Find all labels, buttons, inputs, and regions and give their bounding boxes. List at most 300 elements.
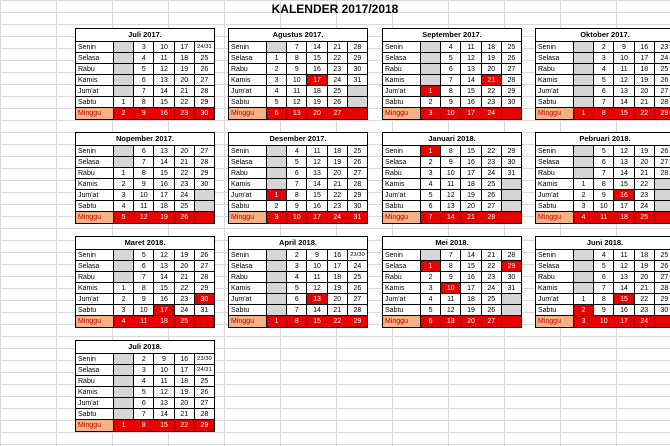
date-cell: 5 xyxy=(134,250,154,260)
date-cell: 7 xyxy=(594,97,614,107)
date-cell: 3 xyxy=(267,75,287,85)
date-cell xyxy=(267,157,287,167)
date-cell: 1 xyxy=(421,146,441,156)
date-cell: 11 xyxy=(441,179,461,189)
week-day-row xyxy=(536,201,670,212)
date-cell: 21 xyxy=(175,86,195,96)
date-cell: 18 xyxy=(482,42,502,52)
week-day-row xyxy=(76,179,214,190)
date-cell: 22 xyxy=(482,86,502,96)
date-cell: 14 xyxy=(307,42,327,52)
date-cell: 17 xyxy=(307,212,327,223)
week-day-row xyxy=(383,212,521,223)
day-label: Rabu xyxy=(76,272,114,282)
date-cell xyxy=(655,316,670,327)
date-cell: 21 xyxy=(461,212,481,223)
date-cell: 9 xyxy=(134,179,154,189)
date-cell: 16 xyxy=(154,179,174,189)
date-cell: 19 xyxy=(461,305,481,315)
date-cell: 11 xyxy=(614,64,634,74)
date-cell: 4 xyxy=(287,146,307,156)
date-cell: 20 xyxy=(175,75,195,85)
date-cell: 13 xyxy=(154,261,174,271)
date-cell xyxy=(574,168,594,178)
date-cell: 4 xyxy=(114,316,134,327)
date-cell: 8 xyxy=(441,86,461,96)
date-cell: 6 xyxy=(134,75,154,85)
date-cell: 29 xyxy=(507,88,516,95)
week-day-row xyxy=(76,409,214,420)
date-cell: 25 xyxy=(353,274,362,281)
date-cell: 2 xyxy=(114,294,134,304)
week-day-row xyxy=(536,75,670,86)
date-cell: 26 xyxy=(660,77,669,84)
date-cell xyxy=(655,190,670,200)
date-cell: 28 xyxy=(200,88,209,95)
date-cell: 30 xyxy=(507,99,516,106)
week-day-row xyxy=(76,97,214,108)
day-label: Rabu xyxy=(383,272,421,282)
date-cell xyxy=(114,376,134,386)
date-cell: 27 xyxy=(660,88,669,95)
date-cell xyxy=(267,179,287,189)
date-cell: 19 xyxy=(328,157,348,167)
date-cell xyxy=(502,316,521,327)
date-cell: 27 xyxy=(200,148,209,155)
month-title: September 2017. xyxy=(383,29,521,42)
date-cell: 12 xyxy=(287,97,307,107)
date-cell: 17 xyxy=(307,75,327,85)
week-day-row xyxy=(229,168,367,179)
date-cell: 24 xyxy=(482,168,502,178)
day-label: Sabtu xyxy=(76,305,114,315)
date-cell: 21 xyxy=(635,283,655,293)
date-cell: 6 xyxy=(594,86,614,96)
date-cell: 27 xyxy=(200,400,209,407)
date-cell xyxy=(502,212,521,223)
month-title: Nopember 2017. xyxy=(76,133,214,146)
day-label: Senin xyxy=(229,146,267,156)
date-cell: 22 xyxy=(328,53,348,63)
date-cell xyxy=(267,168,287,178)
day-label: Minggu xyxy=(76,316,114,327)
date-cell: 22 xyxy=(328,190,348,200)
week-day-row xyxy=(383,42,521,53)
date-cell: 28 xyxy=(482,212,502,223)
date-cell: 27 xyxy=(507,66,516,73)
day-label: Jum'at xyxy=(229,294,267,304)
date-cell: 5 xyxy=(134,64,154,74)
date-cell: 4 xyxy=(594,64,614,74)
date-cell: 29 xyxy=(660,110,669,117)
date-cell: 25 xyxy=(660,66,669,73)
week-day-row xyxy=(76,75,214,86)
week-day-row xyxy=(383,146,521,157)
date-cell: 11 xyxy=(134,201,154,211)
day-label: Minggu xyxy=(229,108,267,119)
date-cell: 15 xyxy=(154,283,174,293)
date-cell: 12 xyxy=(154,387,174,397)
day-label: Selasa xyxy=(76,261,114,271)
date-cell: 6 xyxy=(421,316,441,327)
date-cell: 24 xyxy=(635,316,655,327)
date-cell: 20 xyxy=(328,168,348,178)
date-cell: 5 xyxy=(267,97,287,107)
day-label: Selasa xyxy=(229,53,267,63)
week-day-row xyxy=(383,250,521,261)
date-cell: 12 xyxy=(154,64,174,74)
week-day-row xyxy=(229,86,367,97)
day-label: Minggu xyxy=(383,316,421,327)
week-day-row xyxy=(536,294,670,305)
date-cell xyxy=(114,409,134,419)
date-cell xyxy=(502,305,521,315)
week-day-row xyxy=(229,250,367,261)
date-cell: 9 xyxy=(287,201,307,211)
date-cell: 18 xyxy=(635,64,655,74)
month-calendar xyxy=(75,132,215,224)
week-day-row xyxy=(383,283,521,294)
date-cell xyxy=(574,250,594,260)
date-cell xyxy=(574,86,594,96)
week-day-row xyxy=(76,316,214,327)
week-day-row xyxy=(229,108,367,119)
month-title: Juni 2018. xyxy=(536,237,670,250)
date-cell: 30 xyxy=(507,274,516,281)
date-cell: 17 xyxy=(328,261,348,271)
month-title: Maret 2018. xyxy=(76,237,214,250)
date-cell: 13 xyxy=(154,146,174,156)
date-cell: 22 xyxy=(175,97,195,107)
date-cell: 1 xyxy=(267,190,287,200)
date-cell: 14 xyxy=(307,179,327,189)
day-label: Jum'at xyxy=(76,398,114,408)
date-cell: 18 xyxy=(154,201,174,211)
date-cell: 25 xyxy=(328,86,348,96)
date-cell: 1 xyxy=(114,168,134,178)
week-day-row xyxy=(383,86,521,97)
week-day-row xyxy=(383,157,521,168)
day-label: Minggu xyxy=(76,108,114,119)
month-calendar xyxy=(75,236,215,328)
date-cell xyxy=(267,272,287,282)
date-cell xyxy=(267,250,287,260)
date-cell: 1 xyxy=(114,97,134,107)
date-cell: 6 xyxy=(134,146,154,156)
week-day-row xyxy=(536,157,670,168)
date-cell: 25 xyxy=(353,148,362,155)
date-cell: 1 xyxy=(421,86,441,96)
date-cell: 11 xyxy=(307,272,327,282)
month-title: April 2018. xyxy=(229,237,367,250)
date-cell: 24/31 xyxy=(197,367,212,373)
date-cell xyxy=(114,86,134,96)
day-label: Minggu xyxy=(383,212,421,223)
date-cell: 9 xyxy=(441,272,461,282)
date-cell: 8 xyxy=(134,97,154,107)
week-day-row xyxy=(76,376,214,387)
month-title: Januari 2018. xyxy=(383,133,521,146)
date-cell: 4 xyxy=(421,294,441,304)
date-cell: 27 xyxy=(200,263,209,270)
day-label: Senin xyxy=(76,250,114,260)
date-cell xyxy=(114,42,134,52)
date-cell: 30 xyxy=(353,66,362,73)
date-cell: 30 xyxy=(200,181,209,188)
date-cell: 9 xyxy=(594,190,614,200)
date-cell: 8 xyxy=(441,261,461,271)
date-cell: 1 xyxy=(574,179,594,189)
date-cell: 12 xyxy=(154,250,174,260)
date-cell: 20 xyxy=(635,86,655,96)
date-cell: 3 xyxy=(134,42,154,52)
date-cell: 16 xyxy=(154,294,174,304)
date-cell: 3 xyxy=(574,201,594,211)
date-cell: 25 xyxy=(175,201,195,211)
date-cell: 17 xyxy=(635,53,655,63)
date-cell: 29 xyxy=(660,296,669,303)
date-cell: 14 xyxy=(154,409,174,419)
date-cell: 24 xyxy=(635,201,655,211)
date-cell: 28 xyxy=(353,307,362,314)
day-label: Rabu xyxy=(229,168,267,178)
date-cell xyxy=(574,64,594,74)
date-cell: 27 xyxy=(482,316,502,327)
date-cell: 10 xyxy=(441,168,461,178)
date-cell: 17 xyxy=(461,283,481,293)
week-day-row xyxy=(383,261,521,272)
date-cell: 10 xyxy=(287,75,307,85)
date-cell: 6 xyxy=(267,108,287,119)
date-cell: 22 xyxy=(482,261,502,271)
date-cell: 13 xyxy=(307,294,327,304)
date-cell: 22 xyxy=(175,168,195,178)
day-label: Senin xyxy=(383,250,421,260)
week-day-row xyxy=(536,272,670,283)
date-cell: 8 xyxy=(134,420,154,431)
date-cell xyxy=(502,108,521,119)
day-label: Senin xyxy=(383,146,421,156)
date-cell: 18 xyxy=(175,376,195,386)
date-cell: 26 xyxy=(200,66,209,73)
date-cell: 22 xyxy=(482,146,502,156)
date-cell: 11 xyxy=(134,316,154,327)
month-calendar xyxy=(228,132,368,224)
week-day-row xyxy=(229,272,367,283)
date-cell: 23 xyxy=(175,294,195,304)
week-day-row xyxy=(229,42,367,53)
week-day-row xyxy=(76,168,214,179)
date-cell xyxy=(114,354,134,364)
date-cell xyxy=(348,86,367,96)
week-day-row xyxy=(76,157,214,168)
date-cell: 5 xyxy=(421,190,441,200)
date-cell xyxy=(502,294,521,304)
day-label: Sabtu xyxy=(229,305,267,315)
date-cell: 19 xyxy=(175,64,195,74)
date-cell: 16 xyxy=(614,305,634,315)
date-cell: 8 xyxy=(287,190,307,200)
day-label: Jum'at xyxy=(536,86,574,96)
week-day-row xyxy=(383,179,521,190)
date-cell: 17 xyxy=(175,365,195,375)
week-day-row xyxy=(536,42,670,53)
date-cell: 17 xyxy=(154,190,174,200)
week-day-row xyxy=(536,250,670,261)
week-day-row xyxy=(76,108,214,119)
date-cell: 4 xyxy=(114,201,134,211)
day-label: Sabtu xyxy=(536,201,574,211)
week-day-row xyxy=(536,316,670,327)
date-cell: 13 xyxy=(287,108,307,119)
date-cell: 5 xyxy=(287,157,307,167)
week-day-row xyxy=(229,261,367,272)
date-cell: 29 xyxy=(353,55,362,62)
date-cell: 29 xyxy=(200,170,209,177)
date-cell: 7 xyxy=(421,212,441,223)
week-day-row xyxy=(229,294,367,305)
day-label: Sabtu xyxy=(536,305,574,315)
date-cell: 24 xyxy=(482,108,502,119)
date-cell: 25 xyxy=(200,378,209,385)
day-label: Senin xyxy=(536,146,574,156)
day-label: Rabu xyxy=(383,64,421,74)
week-day-row xyxy=(76,398,214,409)
date-cell: 4 xyxy=(441,42,461,52)
day-label: Selasa xyxy=(76,365,114,375)
week-day-row xyxy=(76,420,214,431)
date-cell: 2 xyxy=(574,305,594,315)
date-cell: 29 xyxy=(353,318,362,325)
date-cell: 19 xyxy=(328,283,348,293)
date-cell: 27 xyxy=(353,296,362,303)
date-cell xyxy=(114,157,134,167)
date-cell: 4 xyxy=(287,272,307,282)
date-cell: 6 xyxy=(134,398,154,408)
week-day-row xyxy=(76,250,214,261)
date-cell: 13 xyxy=(461,64,481,74)
date-cell: 1 xyxy=(114,420,134,431)
date-cell: 19 xyxy=(635,146,655,156)
week-day-row xyxy=(536,108,670,119)
date-cell: 28 xyxy=(353,44,362,51)
date-cell: 19 xyxy=(635,261,655,271)
week-day-row xyxy=(76,53,214,64)
week-day-row xyxy=(383,272,521,283)
date-cell: 21 xyxy=(175,157,195,167)
date-cell: 28 xyxy=(660,285,669,292)
date-cell: 10 xyxy=(287,212,307,223)
date-cell xyxy=(267,305,287,315)
date-cell: 11 xyxy=(461,42,481,52)
date-cell: 7 xyxy=(134,409,154,419)
week-day-row xyxy=(76,387,214,398)
week-day-row xyxy=(229,146,367,157)
day-label: Sabtu xyxy=(536,97,574,107)
date-cell: 9 xyxy=(614,42,634,52)
date-cell: 4 xyxy=(574,212,594,223)
week-day-row xyxy=(76,272,214,283)
month-calendar xyxy=(382,28,522,120)
week-day-row xyxy=(536,168,670,179)
date-cell xyxy=(655,179,670,189)
date-cell: 7 xyxy=(134,86,154,96)
day-label: Jum'at xyxy=(383,86,421,96)
date-cell xyxy=(267,294,287,304)
date-cell: 13 xyxy=(154,398,174,408)
date-cell: 23 xyxy=(660,44,669,51)
day-label: Senin xyxy=(76,146,114,156)
day-label: Sabtu xyxy=(383,305,421,315)
date-cell: 28 xyxy=(353,181,362,188)
day-label: Minggu xyxy=(229,212,267,223)
date-cell: 7 xyxy=(594,283,614,293)
week-day-row xyxy=(76,86,214,97)
date-cell xyxy=(574,272,594,282)
date-cell: 6 xyxy=(594,272,614,282)
date-cell: 21 xyxy=(635,97,655,107)
day-label: Senin xyxy=(383,42,421,52)
week-day-row xyxy=(229,179,367,190)
week-day-row xyxy=(536,261,670,272)
date-cell: 10 xyxy=(134,190,154,200)
date-cell xyxy=(348,97,367,107)
month-calendar xyxy=(75,340,215,432)
date-cell: 2 xyxy=(114,179,134,189)
date-cell: 13 xyxy=(614,86,634,96)
date-cell: 24 xyxy=(660,55,669,62)
date-cell: 1 xyxy=(421,261,441,271)
date-cell xyxy=(574,261,594,271)
date-cell: 21 xyxy=(482,75,502,85)
date-cell: 10 xyxy=(594,316,614,327)
date-cell xyxy=(421,250,441,260)
date-cell: 15 xyxy=(307,316,327,327)
date-cell: 2 xyxy=(574,190,594,200)
week-day-row xyxy=(229,75,367,86)
date-cell: 6 xyxy=(287,294,307,304)
date-cell: 23 xyxy=(635,305,655,315)
day-label: Rabu xyxy=(536,272,574,282)
date-cell: 7 xyxy=(134,272,154,282)
date-cell: 18 xyxy=(154,316,174,327)
week-day-row xyxy=(536,64,670,75)
date-cell: 19 xyxy=(175,250,195,260)
date-cell: 24 xyxy=(328,75,348,85)
date-cell: 24 xyxy=(353,263,362,270)
date-cell: 10 xyxy=(307,261,327,271)
date-cell: 28 xyxy=(200,159,209,166)
date-cell xyxy=(114,365,134,375)
week-day-row xyxy=(76,261,214,272)
date-cell: 11 xyxy=(287,86,307,96)
date-cell: 31 xyxy=(507,170,516,177)
date-cell: 8 xyxy=(134,283,154,293)
date-cell: 25 xyxy=(175,316,195,327)
date-cell: 15 xyxy=(461,261,481,271)
date-cell: 8 xyxy=(287,53,307,63)
date-cell: 15 xyxy=(614,179,634,189)
date-cell: 21 xyxy=(175,409,195,419)
date-cell: 1 xyxy=(267,316,287,327)
date-cell: 14 xyxy=(154,157,174,167)
date-cell: 2 xyxy=(421,272,441,282)
date-cell: 4 xyxy=(267,86,287,96)
date-cell: 27 xyxy=(200,77,209,84)
date-cell: 29 xyxy=(353,192,362,199)
week-day-row xyxy=(229,305,367,316)
date-cell xyxy=(114,75,134,85)
